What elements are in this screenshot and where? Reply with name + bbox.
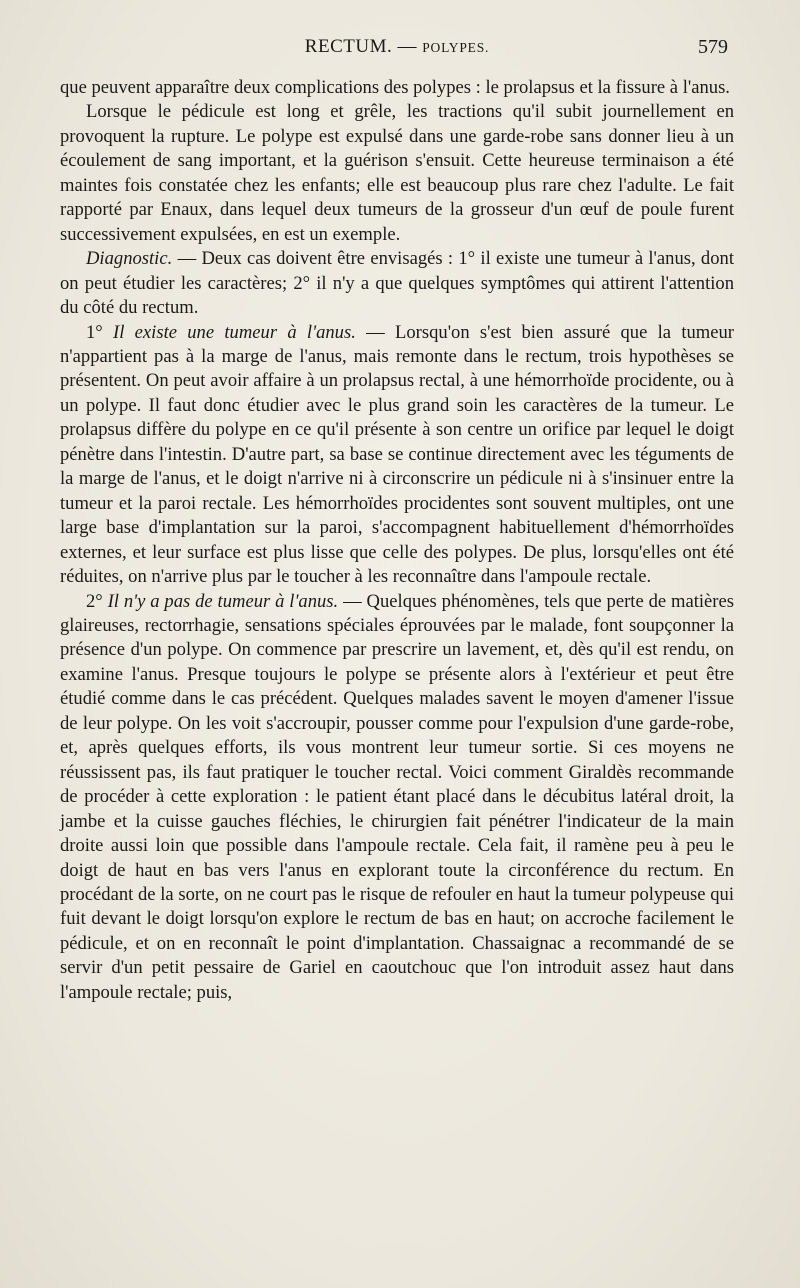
- paragraph-case-2: [60, 590, 734, 1006]
- paragraph-text: — Deux cas doivent être envisagés : 1° il existe une tumeur à l'anus, dont on peut étudier les caractères; 2° il n'y a que quelques symptômes qui attirent l'attention du côté du rectum.: [60, 248, 734, 319]
- running-title: [60, 36, 734, 58]
- case-heading: Il existe une tumeur à l'anus.: [113, 321, 356, 343]
- paragraph-diagnostic: [60, 247, 734, 320]
- paragraph-text: — Lorsqu'on s'est bien assuré que la tumeur n'appartient pas à la marge de l'anus, mais remonte dans le rectum, trois hypothèses se présentent. On peut avoir affaire à un prolapsus rectal, à une hémorrhoïde procidente, ou à un polype. Il faut donc étudier avec le plus grand soin les caractères de la tumeur. Le prolapsus diffère du polype en ce qu'il présente à son centre un orifice par lequel le doigt pénètre dans l'intestin. D'autre part, sa base se continue directement avec les téguments de la marge de l'anus, et le doigt n'arrive ni à circonscrire un pédicule ni à s'insinuer entre la tumeur et la paroi rectale. Les hémorrhoïdes procidentes sont souvent multiples, ont une large base d'implantation sur la paroi, s'accompagnent habituellement d'hémorrhoïdes externes, et leur surface est plus lisse que celle des polypes. De plus, lorsqu'elles ont été réduites, on n'arrive plus par le toucher à les reconnaître dans l'ampoule rectale.: [60, 321, 734, 588]
- paragraph-text: Lorsque le pédicule est long et grêle, les tractions qu'il subit journellement en provoquent la rupture. Le polype est expulsé dans une garde-robe sans donner lieu à un écoulement de sang important, et la guérison s'ensuit. Cette heureuse terminaison a été maintes fois constatée chez les enfants; elle est beaucoup plus rare chez l'adulte. Le fait rapporté par Enaux, dans lequel deux tumeurs de la grosseur d'un œuf de poule furent successivement expulsées, en est un exemple.: [60, 101, 734, 245]
- case-number: 2°: [86, 590, 108, 612]
- case-heading: Il n'y a pas de tumeur à l'anus.: [107, 590, 339, 612]
- page-header: [60, 36, 734, 64]
- paragraph-text: — Quelques phénomènes, tels que perte de matières glaireuses, rectorrhagie, sensations spéciales éprouvées par le malade, font soupçonner la présence d'un polype. On commence par prescrire un lavement, et, dès qu'il est rendu, on examine l'anus. Presque toujours le polype se présente alors à l'extérieur et peut être étudié comme dans le cas précédent. Quelques malades savent le moyen d'amener l'issue de leur polype. On les voit s'accroupir, pousser comme pour l'expulsion d'une garde-robe, et, après quelques efforts, ils vous montrent leur tumeur sortie. Si ces moyens ne réussissent pas, ils faut pratiquer le toucher rectal. Voici comment Giraldès recommande de procéder à cette exploration : le patient étant placé dans le décubitus latéral droit, la jambe et la cuisse gauches fléchies, le chirurgien fait pénétrer l'indicateur de la main droite aussi loin que possible dans l'ampoule rectale. Cela fait, il ramène peu à peu le doigt de haut en bas vers l'anus en explorant toute la circonférence du rectum. En procédant de la sorte, on ne court pas le risque de refouler en haut la tumeur polypeuse qui fuit devant le doigt lorsqu'on explore le rectum de bas en haut; on accroche facilement le pédicule, et on en reconnaît le point d'implantation. Chassaignac a recommandé de se servir d'un petit pessaire de Gariel en caoutchouc que l'on introduit assez haut dans l'ampoule rectale; puis,: [60, 590, 734, 1003]
- body-text: [60, 76, 734, 1005]
- paragraph-case-1: [60, 321, 734, 590]
- paragraph: [60, 100, 734, 247]
- paragraph-continuation: [60, 76, 734, 100]
- page-number: 579: [698, 36, 728, 58]
- running-title-sub: POLYPES.: [422, 40, 490, 55]
- section-heading-diagnostic: Diagnostic.: [86, 248, 173, 270]
- case-number: 1°: [86, 321, 114, 343]
- running-title-main: RECTUM. —: [304, 36, 417, 57]
- paragraph-text: que peuvent apparaître deux complications des polypes : le prolapsus et la fissure à l'anus.: [60, 77, 730, 98]
